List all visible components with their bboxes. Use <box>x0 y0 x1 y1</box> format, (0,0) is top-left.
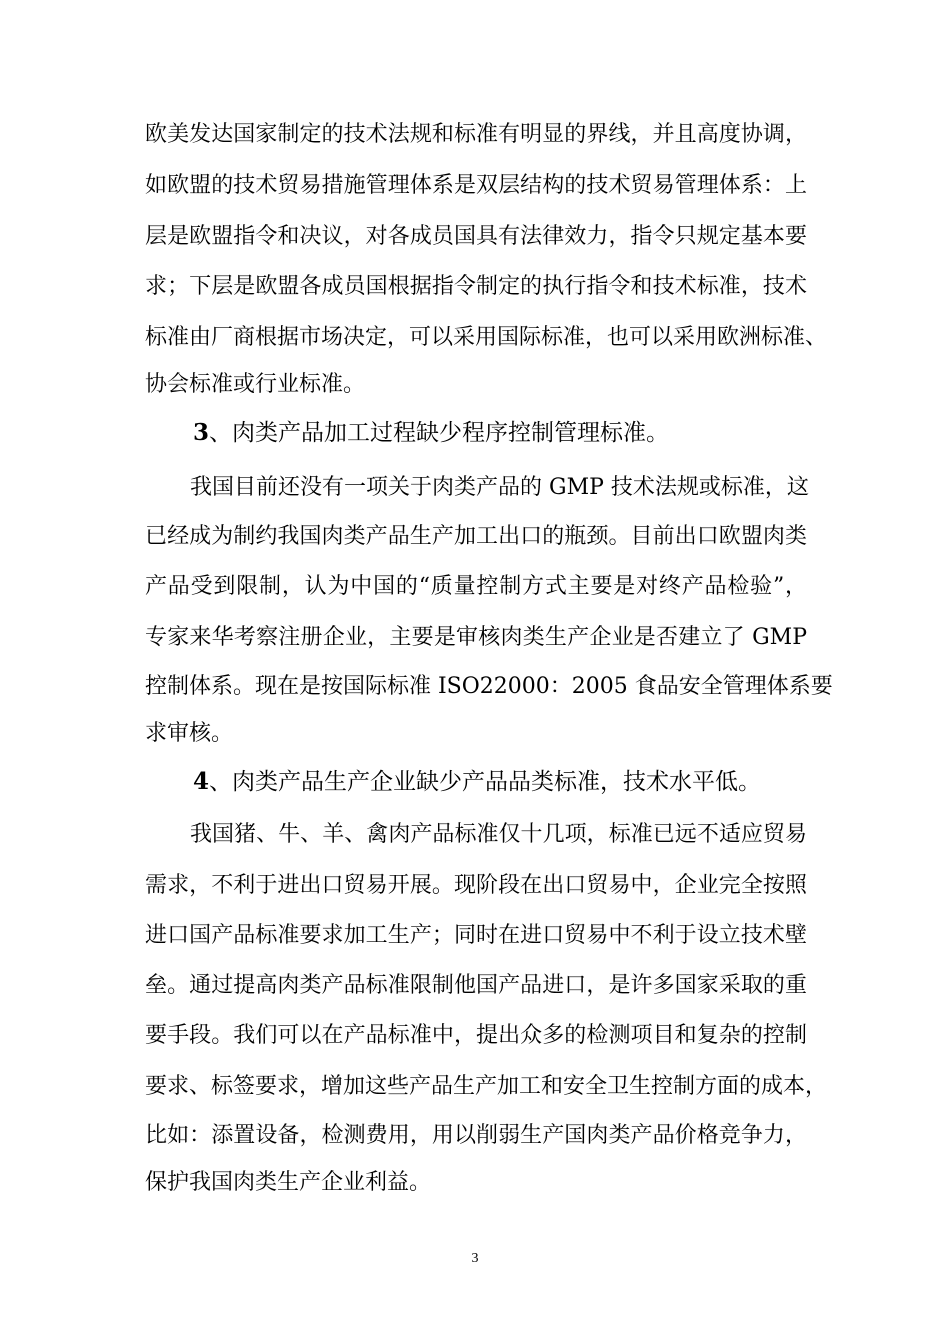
page-number: 3 <box>471 1251 479 1266</box>
section-heading-4-text: 、肉类产品生产企业缺少产品品类标准，技术水平低。 <box>209 769 762 795</box>
paragraph-3-line-7: 比如：添置设备，检测费用，用以削弱生产国肉类产品价格竞争力， <box>145 1123 807 1148</box>
paragraph-3-line-5: 要手段。我们可以在产品标准中，提出众多的检测项目和复杂的控制 <box>145 1023 807 1048</box>
paragraph-1-line-3: 层是欧盟指令和决议，对各成员国具有法律效力，指令只规定基本要 <box>145 224 807 249</box>
paragraph-1-line-4: 求；下层是欧盟各成员国根据指令制定的执行指令和技术标准，技术 <box>145 274 807 299</box>
paragraph-2-line-5: 控制体系。现在是按国际标准 ISO22000：2005 食品安全管理体系要 <box>145 674 833 699</box>
paragraph-1-line-1: 欧美发达国家制定的技术法规和标准有明显的界线，并且高度协调， <box>145 122 807 147</box>
section-heading-3-number: 3 <box>193 419 210 446</box>
paragraph-2-line-1: 我国目前还没有一项关于肉类产品的 GMP 技术法规或标准，这 <box>190 475 809 500</box>
paragraph-1-line-5: 标准由厂商根据市场决定，可以采用国际标准，也可以采用欧洲标准、 <box>145 325 828 350</box>
paragraph-2-line-6: 求审核。 <box>145 721 234 746</box>
paragraph-3-line-2: 需求，不利于进出口贸易开展。现阶段在出口贸易中，企业完全按照 <box>145 873 807 898</box>
paragraph-2-line-4: 专家来华考察注册企业，主要是审核肉类生产企业是否建立了 GMP <box>145 625 807 650</box>
paragraph-3-line-6: 要求、标签要求，增加这些产品生产加工和安全卫生控制方面的成本， <box>145 1074 828 1099</box>
paragraph-3-line-3: 进口国产品标准要求加工生产；同时在进口贸易中不利于设立技术壁 <box>145 923 807 948</box>
paragraph-2-line-2: 已经成为制约我国肉类产品生产加工出口的瓶颈。目前出口欧盟肉类 <box>145 524 807 549</box>
section-heading-4-number: 4 <box>193 768 210 795</box>
section-heading-4 <box>193 765 807 799</box>
paragraph-3-line-1: 我国猪、牛、羊、禽肉产品标准仅十几项，标准已远不适应贸易 <box>190 822 807 847</box>
paragraph-3-line-8: 保护我国肉类生产企业利益。 <box>145 1170 432 1195</box>
section-heading-3-text: 、肉类产品加工过程缺少程序控制管理标准。 <box>209 420 670 446</box>
section-heading-3 <box>193 416 807 450</box>
paragraph-3-line-4: 垒。通过提高肉类产品标准限制他国产品进口，是许多国家采取的重 <box>145 973 807 998</box>
paragraph-1-line-2: 如欧盟的技术贸易措施管理体系是双层结构的技术贸易管理体系：上 <box>145 173 807 198</box>
paragraph-1-line-6: 协会标准或行业标准。 <box>145 372 366 397</box>
paragraph-2-line-3: 产品受到限制，认为中国的“质量控制方式主要是对终产品检验”， <box>145 574 807 599</box>
